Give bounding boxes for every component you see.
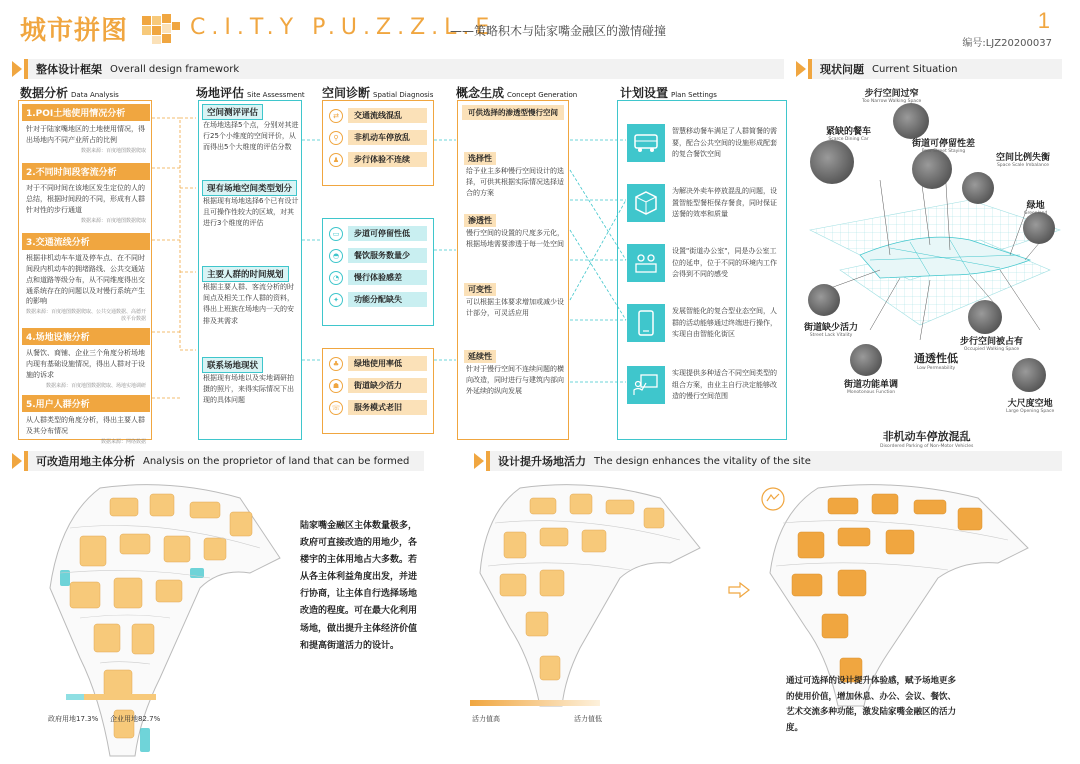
plan-text: 实现提供多种适合不同空间类型的组合方案，由业主自行决定能够改造的慢行空间范围: [672, 369, 777, 401]
vitality-gradient-bar: [470, 700, 600, 706]
section-marker-icon: [12, 61, 22, 77]
diagnosis-label: 绿地使用率低: [348, 356, 427, 371]
vitality-badge-icon: [760, 486, 786, 512]
column-head-data: 数据分析 Data Analysis: [20, 86, 119, 100]
smartphone-icon: [627, 304, 665, 342]
plan-text: 智慧移动餐车满足了人群简餐的需要，配合公共空间的设施形成配套的复合餐饮空间: [672, 127, 777, 159]
data-card: [22, 233, 150, 322]
food-truck-icon: [627, 124, 665, 162]
traffic-icon: ⇄: [329, 109, 343, 123]
brand-subtitle: ——策略积木与陆家嘴金融区的激情碰撞: [450, 24, 667, 38]
plan-text: 设置"街道办公室"，同是办公室工位的延申，位于不同的环境内工作会得到不同的感受: [672, 247, 777, 279]
situation-label: 绿地 Greenland: [1024, 201, 1048, 216]
data-card: [22, 395, 150, 445]
puzzle-logo-icon: [140, 12, 182, 46]
section-bar-proprietor: [24, 451, 424, 471]
concept-text: 慢行空间的设置的尺度多元化，根据场地需要渗透于每一处空间: [466, 229, 564, 249]
service-icon: ☏: [329, 401, 343, 415]
plan-text: 为解决外卖车停放混乱的问题，设置智能型餐柜保存餐食，同时保证送餐的效率和质量: [672, 187, 777, 219]
situation-photo: [893, 103, 929, 139]
dining-icon: ◓: [329, 249, 343, 263]
site-assessment-tag: 空间测评评估: [202, 104, 263, 120]
section-title-en: Overall design framework: [110, 63, 240, 75]
gov-share-segment: [66, 694, 84, 700]
data-card-text: 从餐饮、商铺、企业三个角度分析场地内现有基础设施情况，得出人群对于设施的诉求: [26, 349, 145, 379]
cube-cabinet-icon: [627, 184, 665, 222]
diagnosis-group-2: [322, 218, 434, 326]
diagnosis-label: 街道缺少活力: [348, 378, 427, 393]
diagnosis-label: 步行体验不连续: [348, 152, 427, 167]
situation-label: 步行空间被占有 Occupied Walking Space: [960, 337, 1024, 352]
diagnosis-label: 交通流线混乱: [348, 108, 427, 123]
situation-photo: [962, 172, 994, 204]
situation-label: 街道缺少活力 Street Lack Vitality: [804, 323, 859, 338]
situation-label: 街道功能单调 Monotonous Function: [844, 380, 899, 395]
data-card-text: 对于不同时间在该地区发生定位的人的总结，根据时间段的不同，形成有人群针对性的步行通道: [26, 184, 145, 214]
site-assessment-tag: 主要人群的时间规划: [202, 266, 289, 282]
situation-photo: [850, 344, 882, 376]
site-assessment-text: 根据主要人群、客流分析的时间点及相关工作人群的资料，得出上班族在场地内一天的安排及其需求: [203, 283, 294, 325]
concept-text: 针对于慢行空间不连续问题的横向改造，同时进行与建筑内部向外延续的纵向发展: [466, 365, 564, 396]
data-card: [22, 328, 150, 389]
brand-title-cn: 城市拼图: [20, 16, 129, 46]
section-title-en: Current Situation: [872, 63, 958, 75]
column-head-site: 场地评估 Site Assessment: [196, 86, 305, 100]
section-marker-icon: [796, 61, 806, 77]
situation-label: 空间比例失衡 Space Scale Imbalance: [996, 153, 1051, 168]
section-bar-situation: [808, 59, 1062, 79]
concept-tag: 延续性: [464, 350, 496, 363]
brand-title-en: C.I.T.Y P.U.Z.Z.L.E: [190, 15, 496, 40]
site-assessment-tag: 现有场地空间类型划分: [202, 180, 297, 196]
data-card-title: 4.场地设施分析: [22, 328, 150, 345]
data-card-text: 针对于陆家嘴地区的土地使用情况，得出场地内不同产业所占的比例: [26, 125, 145, 144]
section-marker-icon: [474, 453, 484, 469]
concept-tag: 选择性: [464, 152, 496, 165]
vitality-map-before: [470, 478, 720, 708]
diagnosis-label: 功能分配缺失: [348, 292, 427, 307]
legend-gov: 政府用地17.3%: [48, 715, 99, 723]
diagnosis-label: 步道可停留性低: [348, 226, 427, 241]
situation-photo: [912, 149, 952, 189]
site-assessment-text: 根据现有场地选择6个已有设计且可操作性较大的区域，对其进行3个维度的评估: [203, 197, 299, 228]
section-title: 可改造用地主体分析: [36, 455, 135, 468]
section-bar-framework: [24, 59, 784, 79]
data-card-text: 根据非机动车车道及停车点、在不同时间段内机动车的拥堵路线、公共交通站点和道路等级分布，从不同维度得出交通系统存在的问题以及对慢行系统产生的影响: [26, 254, 145, 306]
situation-photo: [808, 284, 840, 316]
walking-icon: ♟: [329, 153, 343, 167]
land-share-bar: [66, 694, 156, 700]
data-card-title: 5.用户人群分析: [22, 395, 150, 412]
arrow-right-icon: [728, 582, 750, 598]
legend-low: 活力值低: [574, 715, 602, 723]
data-card-source: 数据来源：百度地图数据爬取: [80, 147, 146, 154]
data-card-source: 数据来源：百度地图数据爬取、公共交通数据、高德开放平台数据: [25, 309, 146, 323]
concept-tag: 渗透性: [464, 214, 496, 227]
situation-label: 紧缺的餐车 Scarce Dining Car: [826, 127, 872, 142]
data-card-title: 3.交通流线分析: [22, 233, 150, 250]
situation-label: 非机动车停放混乱 Disordered Parking of Non-Motor Vehicles: [880, 430, 974, 449]
plan-text: 发展智能化的复合型业态空间，人群的活动能够通过终端进行操作，实现自由智能化街区: [672, 307, 777, 339]
situation-label: 街道可停留性差 Poor Street Staying: [912, 139, 976, 154]
situation-photo: [1012, 358, 1046, 392]
section-marker-icon: [12, 453, 22, 469]
situation-photo: [1023, 212, 1055, 244]
situation-label: 大尺度空地 Large Opening Space: [1006, 399, 1055, 414]
section-title: 整体设计框架: [36, 63, 102, 76]
data-card-source: 数据来源：网络数据: [100, 438, 146, 445]
diagnosis-label: 服务模式老旧: [348, 400, 427, 415]
section-title-en: The design enhances the vitality of the site: [594, 455, 811, 467]
board-meeting-icon: [627, 366, 665, 404]
corp-share-segment: [84, 694, 156, 700]
tree-icon: ♣: [329, 357, 343, 371]
site-assessment-tag: 联系场地现状: [202, 357, 263, 373]
doc-code: 编号:LJZ20200037: [962, 38, 1052, 49]
street-icon: ☗: [329, 379, 343, 393]
diagnosis-group-1: [322, 100, 434, 186]
data-card-text: 从人群类型的角度分析，得出主要人群及其分布情况: [26, 416, 145, 435]
vitality-paragraph: 通过可选择的设计提升体验感，赋予场地更多的使用价值，增加休息、办公、会议、餐饮、艺术交流多种功能，激发陆家嘴金融区的活力度。: [786, 676, 957, 734]
data-card-source: 数据来源：百度地图数据爬取、场地实地调研: [45, 382, 146, 389]
section-title: 设计提升场地活力: [498, 455, 586, 468]
diagnosis-group-3: [322, 348, 434, 434]
situation-label: 步行空间过窄 Too Narrow Walking Space: [862, 89, 922, 104]
page-number: 1: [1037, 8, 1050, 33]
data-card: [22, 163, 150, 224]
column-head-concept: 概念生成 Concept Generation: [456, 86, 578, 100]
data-card: [22, 104, 150, 154]
legend-corp: 企业用地82.7%: [110, 715, 161, 723]
situation-label: 通透性低 Low Permeability: [914, 352, 958, 371]
situation-photo: [810, 140, 854, 184]
data-card-title: 1.POI土地使用情况分析: [22, 104, 150, 121]
section-bar-vitality: [486, 451, 1062, 471]
concept-text: 可以根据主体要求增加或减少设计部分，可灵活应用: [466, 298, 564, 318]
diagnosis-label: 慢行体验感差: [348, 270, 427, 285]
site-assessment-text: 在场地选择5个点，分别对其进行25个小维度的空间评价，从而得出5个大维度的评估分数: [203, 121, 299, 152]
slow-walk-icon: ◔: [329, 271, 343, 285]
concept-tag: 可变性: [464, 283, 496, 296]
section-title-en: Analysis on the proprietor of land that can be formed: [143, 455, 410, 467]
proprietor-paragraph: 陆家嘴金融区主体数量极多，政府可直接改造的用地少，各楼宇的主体用地占大多数。若从各主体利益角度出发，并进行协商，让主体自行选择场地改造的程度。可在最大化利用场地，做出提升主体经济价值和提高街道活力的设计。: [300, 521, 418, 651]
section-title: 现状问题: [820, 63, 864, 76]
situation-photo: [968, 300, 1002, 334]
data-card-source: 数据来源：百度地图数据爬取: [80, 217, 146, 224]
bicycle-icon: ⚲: [329, 131, 343, 145]
function-icon: ✦: [329, 293, 343, 307]
diagnosis-label: 非机动车停放乱: [348, 130, 427, 145]
column-head-plan: 计划设置 Plan Settings: [620, 86, 717, 100]
column-head-diagnosis: 空间诊断 Spatial Diagnosis: [322, 86, 434, 100]
data-card-title: 2.不同时间段客流分析: [22, 163, 150, 180]
site-assessment-text: 根据现有场地以及实地调研拍摄的照片，来得实际情况下出现的具体问题: [203, 374, 294, 405]
diagnosis-label: 餐饮服务数量少: [348, 248, 427, 263]
street-office-icon: [627, 244, 665, 282]
bench-icon: ▭: [329, 227, 343, 241]
concept-header: 可供选择的渗透型慢行空间: [462, 105, 564, 120]
concept-text: 给予业主多种慢行空间设计的选择，可供其根据实际情况选择适合的方案: [466, 167, 564, 198]
legend-high: 活力值高: [472, 715, 500, 723]
